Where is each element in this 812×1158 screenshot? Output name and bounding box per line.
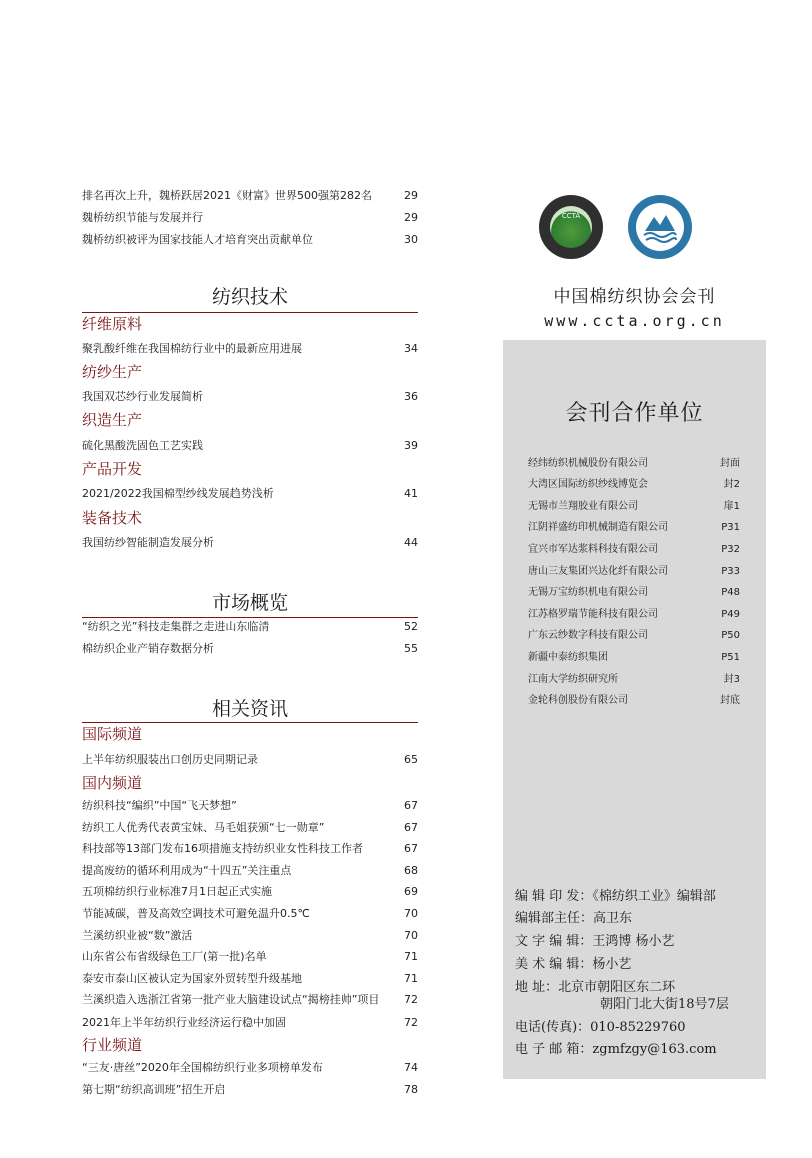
toc-title: 棉纺织企业产销存数据分析: [82, 642, 214, 655]
toc-title: 提高废纺的循环利用成为“十四五”关注重点: [82, 864, 292, 877]
section-title-news: 相关资讯: [211, 698, 288, 720]
partner-page: 封面: [720, 458, 740, 469]
partner-row: [528, 648, 740, 668]
partner-page: P33: [721, 566, 740, 577]
website-link[interactable]: www.ccta.org.cn: [544, 312, 725, 330]
toc-page: 44: [404, 536, 418, 549]
toc-title: 山东省公布省级绿色工厂(第一批)名单: [82, 950, 267, 963]
partner-row: [528, 605, 740, 625]
toc-page: 72: [404, 1016, 418, 1029]
partner-name: 新疆中泰纺织集团: [528, 652, 608, 663]
toc-title: 科技部等13部门发布16项措施支持纺织业女性科技工作者: [82, 842, 363, 855]
toc-title: 节能减碳，普及高效空调技术可避免温升0.5℃: [82, 907, 310, 920]
toc-page: 72: [404, 993, 418, 1006]
partner-row: [528, 454, 740, 474]
editorial-text-editors: 文 字 编 辑：王鸿博 杨小艺: [515, 934, 675, 949]
category-fiber: 纤维原料: [82, 315, 143, 333]
toc-top-row[interactable]: [82, 208, 418, 228]
toc-title: 排名再次上升，魏桥跃居2021《财富》世界500强第282名: [82, 189, 372, 202]
editorial-art-editor: 美 术 编 辑：杨小艺: [515, 957, 632, 972]
toc-title: 2021/2022我国棉型纱线发展趋势浅析: [82, 487, 274, 500]
editorial-address: 地 址：北京市朝阳区东二环: [515, 980, 676, 995]
toc-title: 纺织科技“编织”中国“飞天梦想”: [82, 799, 237, 812]
toc-row[interactable]: [82, 926, 418, 946]
toc-top-row[interactable]: [82, 230, 418, 250]
toc-page: 34: [404, 342, 418, 355]
toc-row[interactable]: [82, 1058, 418, 1078]
toc-row[interactable]: [82, 639, 418, 659]
toc-page: 29: [404, 189, 418, 202]
toc-row[interactable]: [82, 904, 418, 924]
toc-page: 78: [404, 1083, 418, 1096]
partner-page: 封3: [723, 674, 740, 685]
toc-title: 魏桥纺织被评为国家技能人才培育突出贡献单位: [82, 233, 313, 246]
section-divider: [82, 312, 418, 313]
toc-page: 70: [404, 929, 418, 942]
toc-top-row[interactable]: [82, 186, 418, 206]
partner-name: 经纬纺织机械股份有限公司: [528, 458, 648, 469]
toc-row[interactable]: [82, 861, 418, 881]
toc-page: 52: [404, 620, 418, 633]
toc-page: 67: [404, 821, 418, 834]
category-weaving: 织造生产: [82, 411, 143, 429]
toc-row[interactable]: [82, 750, 418, 770]
journal-title: 中国棉纺织协会会刊: [553, 287, 716, 307]
toc-page: 71: [404, 972, 418, 985]
partner-name: 宜兴市军达浆料科技有限公司: [528, 544, 658, 555]
toc-page: 67: [404, 799, 418, 812]
editorial-publisher: 编 辑 印 发：《棉纺织工业》编辑部: [515, 889, 716, 904]
partner-name: 江南大学纺织研究所: [528, 674, 618, 685]
category-industry: 行业频道: [82, 1036, 143, 1054]
partner-name: 江苏格罗瑞节能科技有限公司: [528, 609, 658, 620]
toc-title: 纺织工人优秀代表黄宝妹、马毛姐获颁“七一勋章”: [82, 821, 325, 834]
toc-title: “三友·唐丝”2020年全国棉纺织行业多项榜单发布: [82, 1061, 323, 1074]
partner-row: [528, 540, 740, 560]
partner-name: 广东云纱数字科技有限公司: [528, 630, 648, 641]
toc-page: 29: [404, 211, 418, 224]
toc-row[interactable]: [82, 969, 418, 989]
toc-page: 69: [404, 885, 418, 898]
partner-page: P48: [721, 587, 740, 598]
toc-page: 55: [404, 642, 418, 655]
partner-page: 封2: [723, 479, 740, 490]
mountain-wave-icon: [636, 203, 684, 251]
partner-row: [528, 583, 740, 603]
toc-title: 兰溪纺织业被“数”激活: [82, 929, 193, 942]
toc-page: 70: [404, 907, 418, 920]
toc-row[interactable]: [82, 818, 418, 838]
toc-title: 我国纺纱智能制造发展分析: [82, 536, 214, 549]
section-divider: [82, 722, 418, 723]
partner-page: P51: [721, 652, 740, 663]
toc-title: 2021年上半年纺织行业经济运行稳中加固: [82, 1016, 286, 1029]
toc-title: 聚乳酸纤维在我国棉纺行业中的最新应用进展: [82, 342, 302, 355]
university-logo: [628, 195, 692, 259]
toc-row[interactable]: [82, 387, 418, 407]
editorial-email[interactable]: 电 子 邮 箱：zgmfzgy@163.com: [515, 1042, 717, 1057]
ccta-logo-label: CCTA: [561, 212, 581, 220]
toc-row[interactable]: [82, 436, 418, 456]
toc-row[interactable]: [82, 990, 418, 1010]
partner-name: 唐山三友集团兴达化纤有限公司: [528, 566, 668, 577]
toc-page: 67: [404, 842, 418, 855]
partner-name: 无锡万宝纺织机电有限公司: [528, 587, 648, 598]
toc-row[interactable]: [82, 484, 418, 504]
toc-page: 65: [404, 753, 418, 766]
toc-title: 我国双芯纱行业发展简析: [82, 390, 203, 403]
editorial-director: 编辑部主任：高卫东: [515, 911, 633, 926]
toc-page: 30: [404, 233, 418, 246]
partner-row: [528, 626, 740, 646]
toc-row[interactable]: [82, 839, 418, 859]
partners-title: 会刊合作单位: [565, 401, 704, 426]
toc-page: 74: [404, 1061, 418, 1074]
toc-row[interactable]: [82, 947, 418, 967]
toc-title: 兰溪织造入选浙江省第一批产业大脑建设试点“揭榜挂帅”项目: [82, 993, 380, 1006]
category-spinning: 纺纱生产: [82, 363, 143, 381]
partner-row: [528, 497, 740, 517]
ccta-logo: [539, 195, 603, 259]
editorial-address-cont: 朝阳门北大街18号7层: [600, 997, 729, 1012]
partner-name: 大湾区国际纺织纱线博览会: [528, 479, 648, 490]
category-product: 产品开发: [82, 460, 143, 478]
toc-row[interactable]: [82, 533, 418, 553]
toc-page: 68: [404, 864, 418, 877]
partner-row: [528, 670, 740, 690]
toc-row[interactable]: [82, 796, 418, 816]
toc-title: 魏桥纺织节能与发展并行: [82, 211, 203, 224]
partner-name: 无锡市兰翔胶业有限公司: [528, 501, 638, 512]
toc-title: 泰安市泰山区被认定为国家外贸转型升级基地: [82, 972, 302, 985]
partner-row: [528, 562, 740, 582]
toc-page: 36: [404, 390, 418, 403]
toc-page: 41: [404, 487, 418, 500]
toc-title: 硫化黑酸洗固色工艺实践: [82, 439, 203, 452]
toc-title: 五项棉纺织行业标准7月1日起正式实施: [82, 885, 272, 898]
partner-name: 江阴祥盛纺印机械制造有限公司: [528, 522, 668, 533]
toc-title: “纺织之光”科技走集群之走进山东临清: [82, 620, 270, 633]
toc-row[interactable]: [82, 882, 418, 902]
partner-page: P32: [721, 544, 740, 555]
category-equipment: 装备技术: [82, 509, 143, 527]
partner-row: [528, 691, 740, 711]
editorial-phone: 电话(传真)：010-85229760: [515, 1020, 686, 1035]
partner-page: P50: [721, 630, 740, 641]
toc-page: 71: [404, 950, 418, 963]
category-domestic: 国内频道: [82, 774, 143, 792]
category-international: 国际频道: [82, 725, 143, 743]
partner-page: P49: [721, 609, 740, 620]
section-title-tech: 纺织技术: [211, 286, 288, 308]
partner-name: 金轮科创股份有限公司: [528, 695, 628, 706]
partner-row: [528, 518, 740, 538]
toc-title: 上半年纺织服装出口创历史同期记录: [82, 753, 258, 766]
section-title-market: 市场概览: [211, 592, 288, 614]
toc-title: 第七期“纺织高训班”招生开启: [82, 1083, 226, 1096]
toc-row[interactable]: [82, 339, 418, 359]
toc-row[interactable]: [82, 1013, 418, 1033]
partner-page: P31: [721, 522, 740, 533]
partner-row: [528, 475, 740, 495]
toc-page: 39: [404, 439, 418, 452]
partner-page: 封底: [720, 695, 740, 706]
partner-page: 扉1: [723, 501, 740, 512]
toc-row[interactable]: [82, 617, 418, 637]
toc-row[interactable]: [82, 1080, 418, 1100]
